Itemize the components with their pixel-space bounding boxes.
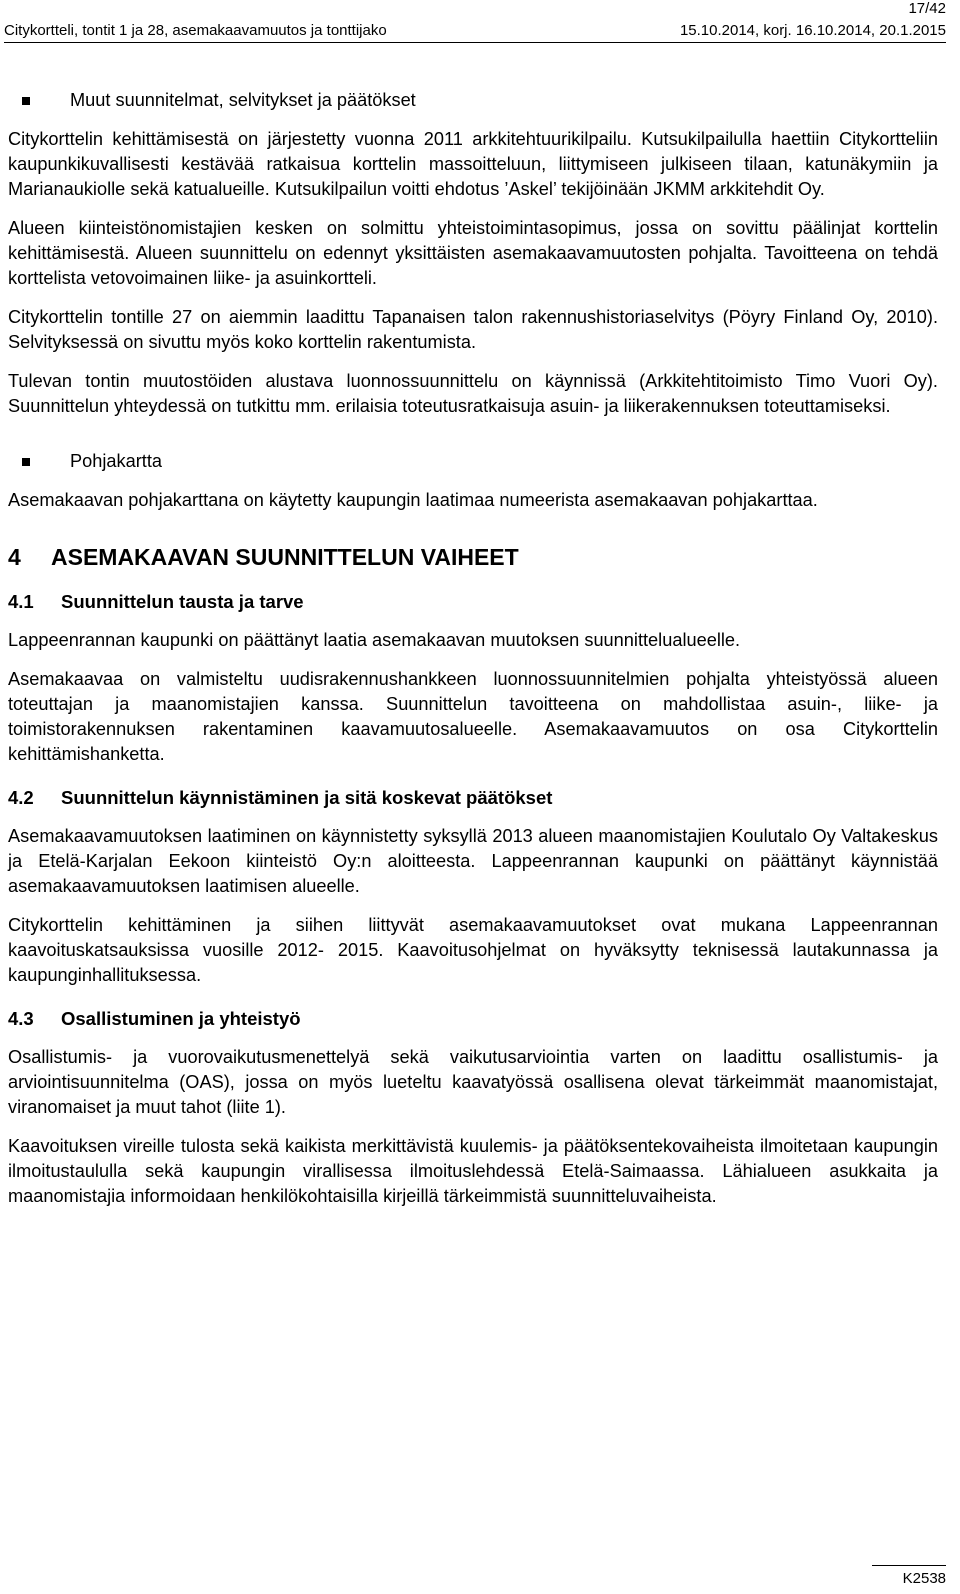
section-number: 4.2 <box>8 787 34 808</box>
paragraph: Osallistumis- ja vuorovaikutusmenettelyä sekä vaikutusarviointia varten on laadittu osallistumis- ja arviointisuunnitelma (OAS), jossa on myös lueteltu kaavatyössä osallisena olevat tärkeimmät maanomistajat, viranomaiset ja muut tahot (liite 1). <box>8 1047 938 1117</box>
chapter-number: 4 <box>8 544 21 570</box>
section-heading-4-2 <box>8 785 938 810</box>
paragraph: Lappeenrannan kaupunki on päättänyt laatia asemakaavan muutoksen suunnittelualueelle. <box>8 630 741 650</box>
paragraph: Citykorttelin tontille 27 on aiemmin laadittu Tapanaisen talon rakennushistoriaselvitys (Pöyry Finland Oy, 2010). Selvityksessä on sivuttu myös koko korttelin rakentumista. <box>8 307 938 352</box>
document-title: Citykortteli, tontit 1 ja 28, asemakaavamuutos ja tonttijako <box>4 22 387 39</box>
paragraph: Asemakaavamuutoksen laatiminen on käynnistetty syksyllä 2013 alueen maanomistajien Koulutalo Oy Valtakeskus ja Etelä-Karjalan Eekoon kiinteistö Oy:n aloitteesta. Lappeenrannan kaupunki on päättänyt käynnistää asemakaavamuutoksen laatimisen alueelle. <box>8 826 938 896</box>
page-header <box>4 22 946 43</box>
section-number: 4.1 <box>8 591 34 612</box>
paragraph: Citykorttelin kehittämisestä on järjestetty vuonna 2011 arkkitehtuurikilpailu. Kutsukilpailulla haettiin Citykortteliin kaupunkikuvallisesti kestävää ratkaisua korttelin massoitteluun, liittymiseen julkiseen tilaan, katunäkymiin ja Marianaukiolle sekä katualueille. Kutsukilpailun voitti ehdotus ’Askel’ tekijöinään JKMM arkkitehdit Oy. <box>8 129 938 199</box>
section-title: Osallistuminen ja yhteistyö <box>61 1008 301 1029</box>
section-heading-muut <box>8 88 938 113</box>
heading-text: Pohjakartta <box>70 451 163 471</box>
paragraph: Citykorttelin kehittäminen ja siihen liittyvät asemakaavamuutokset ovat mukana Lappeenrannan kaavoituskatsauksissa vuosille 2012- 2015. Kaavoitusohjelmat on hyväksytty teknisessä lautakunnassa ja kaupunginhallituksessa. <box>8 915 938 985</box>
page-content <box>8 88 938 1223</box>
section-heading-pohjakartta <box>8 449 938 474</box>
section-title: Suunnittelun käynnistäminen ja sitä koskevat päätökset <box>61 787 553 808</box>
section-number: 4.3 <box>8 1008 34 1029</box>
document-dates: 15.10.2014, korj. 16.10.2014, 20.1.2015 <box>679 22 946 39</box>
bullet-square-icon <box>22 97 30 105</box>
footer-code: K2538 <box>902 1570 946 1587</box>
paragraph: Tulevan tontin muutostöiden alustava luonnossuunnittelu on käynnissä (Arkkitehtitoimisto Timo Vuori Oy). Suunnittelun yhteydessä on tutkittu mm. erilaisia toteutusratkaisuja asuin- ja liikerakennuksen toteuttamiseksi. <box>8 371 938 416</box>
page-number: 17/42 <box>908 0 946 17</box>
paragraph: Asemakaavaa on valmisteltu uudisrakennushankkeen luonnossuunnitelmien pohjalta yhteistyössä alueen toteuttajan ja maanomistajien kanssa. Suunnittelun tavoitteena on mahdollistaa asuin-, liike- ja toimistorakennuksen rakentaminen kaavamuutosalueelle. Asemakaavamuutos on osa Citykorttelin kehittämishanketta. <box>8 669 938 764</box>
paragraph: Alueen kiinteistönomistajien kesken on solmittu yhteistoimintasopimus, jossa on sovittu päälinjat korttelin kehittämisestä. Alueen suunnittelu on edennyt yksittäisten asemakaavamuutosten pohjalta. Tavoitteena on tehdä korttelista vetovoimainen liike- ja asuinkortteli. <box>8 218 938 288</box>
heading-text: Muut suunnitelmat, selvitykset ja päätökset <box>70 90 416 110</box>
chapter-heading <box>8 543 938 571</box>
bullet-square-icon <box>22 458 30 466</box>
section-heading-4-3 <box>8 1006 938 1031</box>
section-heading-4-1 <box>8 589 938 614</box>
paragraph: Asemakaavan pohjakarttana on käytetty kaupungin laatimaa numeerista asemakaavan pohjakarttaa. <box>8 490 818 510</box>
footer-divider <box>872 1565 946 1566</box>
paragraph: Kaavoituksen vireille tulosta sekä kaikista merkittävistä kuulemis- ja päätöksentekovaiheista ilmoitetaan kaupungin ilmoitustaululla sekä kaupungin virallisessa ilmoituslehdessä Etelä-Saimaassa. Lähialueen asukkaita ja maanomistajia informoidaan henkilökohtaisilla kirjeillä tärkeimmistä suunnitteluvaiheista. <box>8 1136 938 1206</box>
section-title: Suunnittelun tausta ja tarve <box>61 591 304 612</box>
chapter-title: ASEMAKAAVAN SUUNNITTELUN VAIHEET <box>51 544 519 570</box>
